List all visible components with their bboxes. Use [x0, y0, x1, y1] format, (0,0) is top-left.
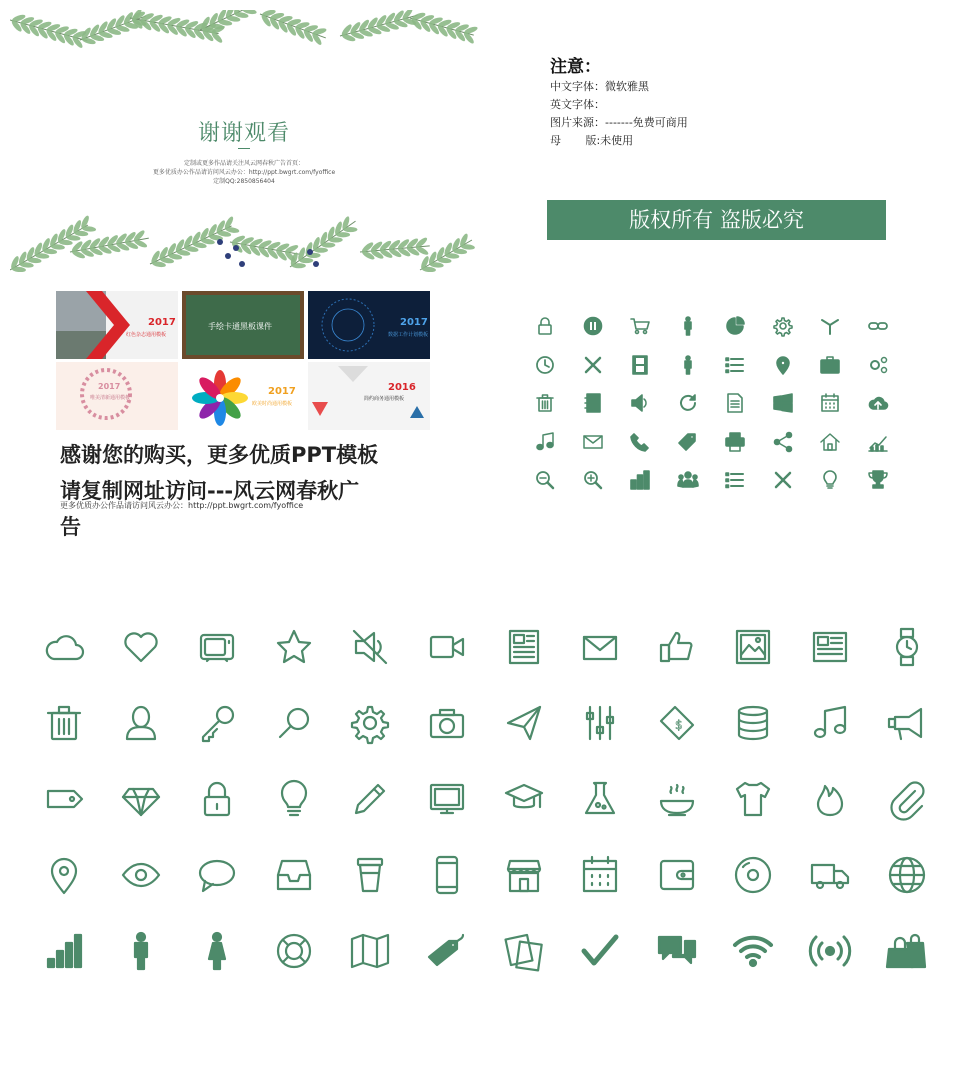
flask-icon	[578, 777, 622, 821]
photos-icon	[502, 929, 546, 973]
thanks-line-3: 定制QQ:2850856404	[213, 178, 275, 185]
cloud-icon	[42, 625, 86, 669]
wallet-icon	[655, 853, 699, 897]
zoom-out-icon	[534, 469, 556, 491]
gear-icon	[348, 701, 392, 745]
route-icon	[819, 315, 841, 337]
notes-heading: 注意：	[550, 57, 601, 77]
leaf-border-bottom	[10, 212, 478, 272]
close-icon	[772, 469, 794, 491]
man-icon	[119, 929, 163, 973]
phone-icon	[629, 431, 651, 453]
tshirt-icon	[731, 777, 775, 821]
notes-panel	[488, 10, 950, 272]
paperclip-icon	[885, 777, 929, 821]
chat-icon	[655, 929, 699, 973]
thumb-year: 2017	[400, 317, 428, 328]
fire-icon	[808, 777, 852, 821]
thumbs-up-icon	[655, 625, 699, 669]
footer-url: 更多优质办公作品请访问风云办公：http://ppt.bwgrt.com/fyoffice	[60, 501, 304, 510]
thanks-line-2: 更多优质办公作品请访问风云办公：http://ppt.bwgrt.com/fyoffice	[152, 169, 336, 176]
heart-icon	[119, 625, 163, 669]
disc-icon	[731, 853, 775, 897]
large-icon-grid	[10, 552, 950, 1076]
note-line: 母 版:未使用	[550, 134, 634, 147]
store-icon	[502, 853, 546, 897]
thanks-title: 谢谢观看	[197, 121, 290, 146]
small-icon-grid	[488, 280, 950, 542]
person-icon	[677, 354, 699, 376]
title-rule	[238, 148, 250, 149]
monitor-icon	[425, 777, 469, 821]
svg-text:$: $	[674, 718, 683, 732]
template-thumb[interactable]	[56, 291, 178, 359]
watch-icon	[885, 625, 929, 669]
music-note-icon	[808, 701, 852, 745]
music-icon	[534, 431, 556, 453]
thumb-year: 2017	[98, 382, 121, 391]
purchase-thanks-line1: 感谢您的购买，更多优质PPT模板	[60, 443, 379, 467]
refresh-icon	[677, 392, 699, 414]
cloud-upload-icon	[867, 392, 889, 414]
link-icon	[867, 315, 889, 337]
globe-icon	[885, 853, 929, 897]
tv-icon	[195, 625, 239, 669]
pencil-icon	[348, 777, 392, 821]
signal-bars-icon	[42, 929, 86, 973]
sliders-icon	[578, 701, 622, 745]
thumb-caption: 手绘卡通黑板课件	[208, 322, 272, 331]
calendar-icon	[578, 853, 622, 897]
copyright-banner: 版权所有 盗版必究	[547, 200, 886, 240]
map-pin-icon	[772, 354, 794, 376]
video-camera-icon	[425, 625, 469, 669]
key-icon	[195, 701, 239, 745]
news-icon	[808, 625, 852, 669]
trash-icon	[534, 392, 556, 414]
thumb-caption: 数据工作计划模板	[388, 332, 429, 338]
broadcast-icon	[808, 929, 852, 973]
padlock-icon	[195, 777, 239, 821]
share-icon	[772, 431, 794, 453]
person-icon	[677, 315, 699, 337]
template-thumb[interactable]	[56, 362, 178, 430]
camera-icon	[425, 701, 469, 745]
location-pin-icon	[42, 853, 86, 897]
film-icon	[629, 354, 651, 376]
windows-icon	[772, 392, 794, 414]
template-thumb[interactable]	[308, 291, 430, 359]
inbox-icon	[272, 853, 316, 897]
purchase-thanks-line2: 请复制网址访问---风云网春秋广	[60, 479, 360, 503]
pie-chart-icon	[724, 315, 746, 337]
notebook-icon	[582, 392, 604, 414]
thumb-caption: 红色杂志通用模板	[126, 332, 167, 338]
mail-icon	[582, 431, 604, 453]
thumb-year: 2016	[388, 382, 416, 393]
paper-plane-icon	[502, 701, 546, 745]
lock-icon	[534, 315, 556, 337]
search-icon	[272, 701, 316, 745]
trash-icon	[42, 701, 86, 745]
wifi-icon	[731, 929, 775, 973]
chat-bubble-icon	[195, 853, 239, 897]
template-thumb[interactable]	[308, 362, 430, 430]
thumb-caption: 欧美时尚通用模板	[252, 401, 293, 407]
truck-icon	[808, 853, 852, 897]
note-line: 图片来源：-------免费可商用	[550, 116, 688, 129]
briefcase-icon	[819, 354, 841, 376]
clock-icon	[534, 354, 556, 376]
pause-icon	[582, 315, 604, 337]
group-icon	[677, 469, 699, 491]
list-icon	[724, 354, 746, 376]
mute-icon	[348, 625, 392, 669]
star-icon	[272, 625, 316, 669]
bulb-icon	[819, 469, 841, 491]
smartphone-icon	[425, 853, 469, 897]
price-tag-icon	[425, 929, 469, 973]
printer-icon	[724, 431, 746, 453]
speaker-icon	[629, 392, 651, 414]
thumb-caption: 唯美清新通用模板	[90, 395, 131, 401]
tools-icon	[582, 354, 604, 376]
woman-icon	[195, 929, 239, 973]
lifebuoy-icon	[272, 929, 316, 973]
document-icon	[724, 392, 746, 414]
diamond-icon	[119, 777, 163, 821]
thumb-caption: 简约商务通用模板	[364, 396, 405, 402]
home-icon	[819, 431, 841, 453]
bar-chart-icon	[629, 469, 651, 491]
graduation-cap-icon	[502, 777, 546, 821]
newspaper-icon	[502, 625, 546, 669]
tags-icon	[677, 431, 699, 453]
megaphone-icon	[885, 701, 929, 745]
user-icon	[119, 701, 163, 745]
shopping-bags-icon	[885, 929, 929, 973]
thumb-year: 2017	[148, 317, 176, 328]
note-line: 英文字体：	[550, 98, 605, 111]
thanks-slide	[10, 10, 478, 272]
thumb-year: 2017	[268, 386, 296, 397]
templates-panel	[10, 280, 478, 542]
map-icon	[348, 929, 392, 973]
cart-icon	[629, 315, 651, 337]
note-line: 中文字体：微软雅黑	[550, 80, 649, 93]
bulb-icon	[272, 777, 316, 821]
envelope-icon	[578, 625, 622, 669]
money-icon	[655, 701, 699, 745]
database-icon	[731, 701, 775, 745]
image-icon	[731, 625, 775, 669]
line-chart-icon	[867, 431, 889, 453]
purchase-thanks-line3: 告	[60, 515, 81, 539]
tag-icon	[42, 777, 86, 821]
gears-icon	[867, 354, 889, 376]
coffee-cup-icon	[348, 853, 392, 897]
zoom-in-icon	[582, 469, 604, 491]
checkmark-icon	[578, 929, 622, 973]
leaf-border-top	[10, 10, 478, 70]
template-thumb[interactable]	[182, 362, 304, 430]
list-icon	[724, 469, 746, 491]
thanks-line-1: 定制或更多作品请关注风云网春秋广告首页：	[183, 160, 304, 167]
trophy-icon	[867, 469, 889, 491]
food-bowl-icon	[655, 777, 699, 821]
calendar-icon	[819, 392, 841, 414]
template-thumb[interactable]	[182, 291, 304, 359]
eye-icon	[119, 853, 163, 897]
gear-icon	[772, 315, 794, 337]
